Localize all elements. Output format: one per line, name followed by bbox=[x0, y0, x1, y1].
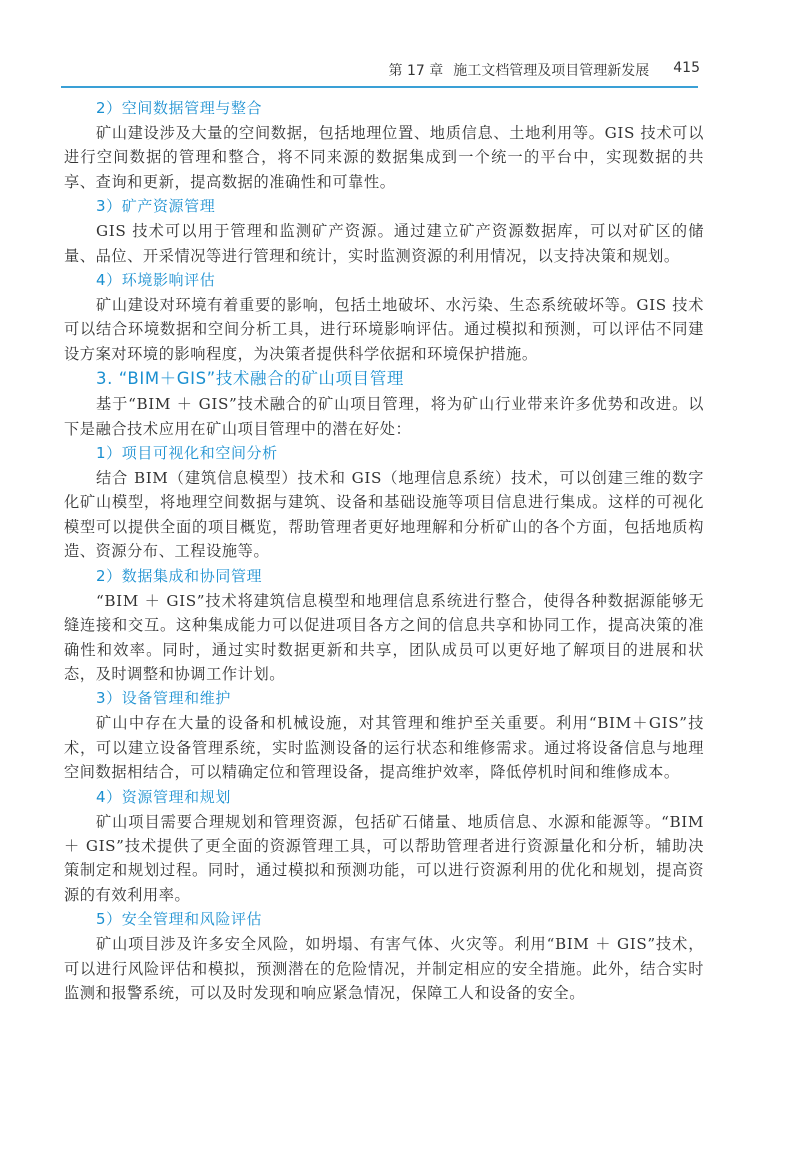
header-rule bbox=[61, 86, 698, 88]
subheading-mineral-resources: 3）矿产资源管理 bbox=[96, 197, 216, 216]
subheading-visualization: 1）项目可视化和空间分析 bbox=[96, 444, 278, 463]
section-heading-bim-gis: 3. “BIM＋GIS”技术融合的矿山项目管理 bbox=[96, 369, 404, 389]
paragraph-visualization: 结合 BIM（建筑信息模型）技术和 GIS（地理信息系统）技术，可以创建三维的数字化矿山模型，将地理空间数据与建筑、设备和基础设施等项目信息进行集成。这样的可视化模型可以提供全面的项目概览，帮助管理者更好地理解和分析矿山的各个方面，包括地质构造、资源分布、工程设施等。 bbox=[64, 469, 704, 561]
chapter-label: 第 17 章 bbox=[388, 63, 444, 79]
paragraph-environmental-impact: 矿山建设对环境有着重要的影响，包括土地破坏、水污染、生态系统破坏等。GIS 技术可以结合环境数据和空间分析工具，进行环境影响评估。通过模拟和预测，可以评估不同建设方案对环境的影响程度，为决策者提供科学依据和环境保护措施。 bbox=[64, 296, 704, 363]
chapter-title: 施工文档管理及项目管理新发展 bbox=[453, 63, 650, 79]
paragraph-spatial-data: 矿山建设涉及大量的空间数据，包括地理位置、地质信息、土地利用等。GIS 技术可以进行空间数据的管理和整合，将不同来源的数据集成到一个统一的平台中，实现数据的共享、查询和更新，提高数据的准确性和可靠性。 bbox=[64, 124, 704, 191]
paragraph-safety: 矿山项目涉及许多安全风险，如坍塌、有害气体、火灾等。利用“BIM ＋ GIS”技术，可以进行风险评估和模拟，预测潜在的危险情况，并制定相应的安全措施。此外，结合实时监测和报警系统，可以及时发现和响应紧急情况，保障工人和设备的安全。 bbox=[64, 935, 704, 1002]
subheading-resource-planning: 4）资源管理和规划 bbox=[96, 787, 231, 806]
subheading-safety: 5）安全管理和风险评估 bbox=[96, 910, 263, 929]
running-header bbox=[389, 60, 700, 80]
page-body bbox=[64, 96, 704, 1005]
page-number: 415 bbox=[673, 60, 700, 76]
subheading-spatial-data: 2）空间数据管理与整合 bbox=[96, 99, 263, 117]
paragraph-bim-gis-intro: 基于“BIM ＋ GIS”技术融合的矿山项目管理，将为矿山行业带来许多优势和改进。以下是融合技术应用在矿山项目管理中的潜在好处： bbox=[64, 395, 704, 438]
subheading-environmental-impact: 4）环境影响评估 bbox=[96, 271, 216, 290]
paragraph-equipment: 矿山中存在大量的设备和机械设施，对其管理和维护至关重要。利用“BIM＋GIS”技术，可以建立设备管理系统，实时监测设备的运行状态和维修需求。通过将设备信息与地理空间数据相结合，可以精确定位和管理设备，提高维护效率，降低停机时间和维修成本。 bbox=[64, 714, 704, 782]
paragraph-mineral-resources: GIS 技术可以用于管理和监测矿产资源。通过建立矿产资源数据库，可以对矿区的储量、品位、开采情况等进行管理和统计，实时监测资源的利用情况，以支持决策和规划。 bbox=[64, 222, 704, 265]
subheading-equipment: 3）设备管理和维护 bbox=[96, 689, 231, 708]
paragraph-data-integration: “BIM ＋ GIS”技术将建筑信息模型和地理信息系统进行整合，使得各种数据源能够无缝连接和交互。这种集成能力可以促进项目各方之间的信息共享和协同工作，提高决策的准确性和效率。同时，通过实时数据更新和共享，团队成员可以更好地了解项目的进展和状态，及时调整和协调工作计划。 bbox=[64, 591, 704, 683]
paragraph-resource-planning: 矿山项目需要合理规划和管理资源，包括矿石储量、地质信息、水源和能源等。“BIM ＋ GIS”技术提供了更全面的资源管理工具，可以帮助管理者进行资源量化和分析，辅助决策制定和规划过程。同时，通过模拟和预测功能，可以进行资源利用的优化和规划，提高资源的有效利用率。 bbox=[64, 812, 704, 904]
subheading-data-integration: 2）数据集成和协同管理 bbox=[96, 566, 263, 585]
